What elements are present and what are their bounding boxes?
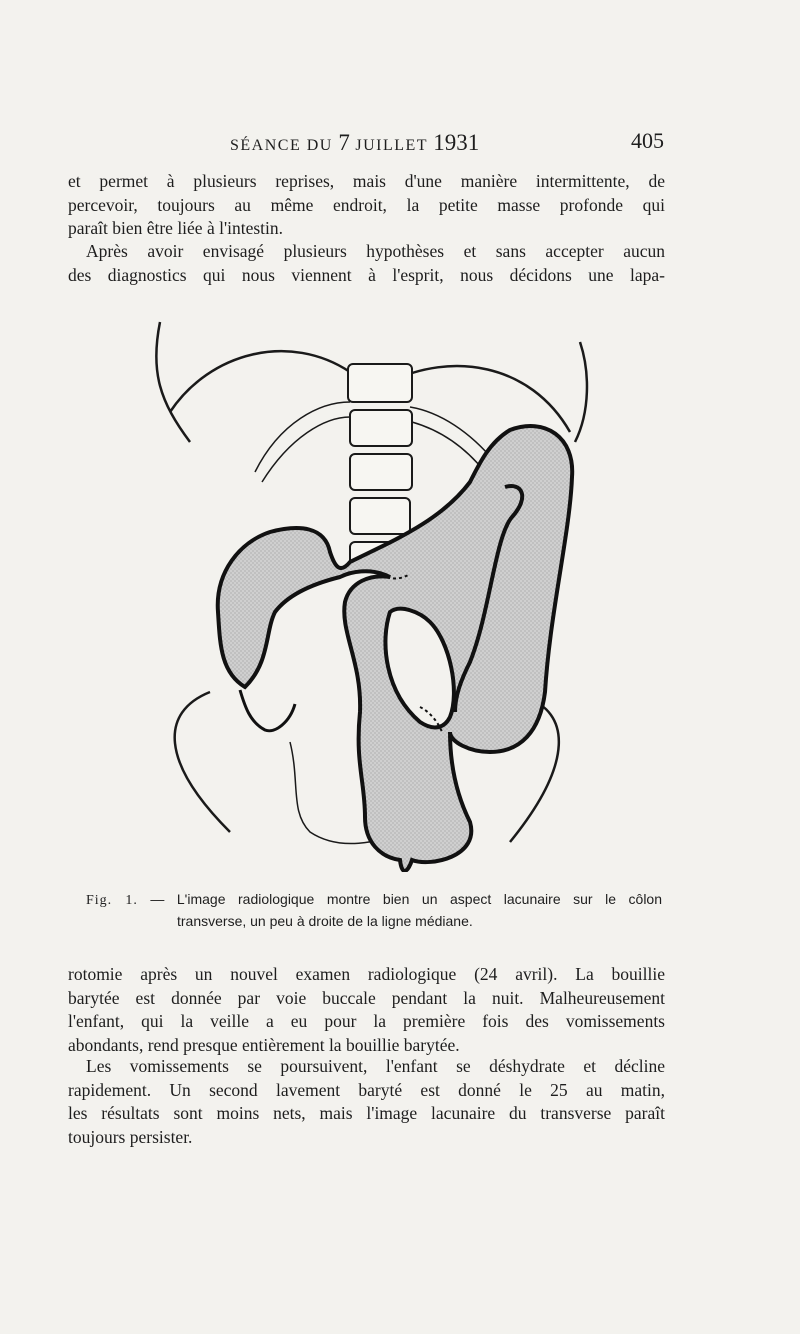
paragraph-1	[68, 170, 665, 241]
page-number: 405	[631, 128, 664, 153]
text-line: Après avoir envisagé plusieurs hypothèses et sans accepter aucun	[86, 241, 665, 261]
colon-xray-illustration	[150, 312, 590, 872]
text-line: abondants, rend presque entièrement la bouillie barytée.	[68, 1034, 460, 1055]
running-head	[70, 128, 664, 156]
caption-line-1	[86, 889, 662, 911]
caption-text-1: — L'image radiologique montre bien un aspect lacunaire sur le côlon	[150, 891, 662, 907]
paragraph-4	[68, 1055, 665, 1149]
text-line: des diagnostics qui nous viennent à l'esprit, nous décidons une lapa-	[68, 264, 665, 285]
text-line: et permet à plusieurs reprises, mais d'une manière intermittente, de	[68, 171, 665, 191]
figure-label: Fig. 1.	[86, 893, 138, 908]
text-line: toujours persister.	[68, 1126, 193, 1147]
paragraph-2	[68, 240, 665, 287]
text-line: l'enfant, qui la veille a eu pour la première fois des vomissements	[68, 1011, 665, 1031]
caption-line-2: transverse, un peu à droite de la ligne médiane.	[177, 913, 473, 929]
text-line: rapidement. Un second lavement baryté est donné le 25 au matin,	[68, 1079, 665, 1100]
running-title-year: 1931	[433, 130, 480, 155]
running-title-prefix: SÉANCE DU	[230, 137, 333, 154]
figure-radiograph-drawing	[150, 312, 590, 872]
text-line: percevoir, toujours au même endroit, la petite masse profonde qui	[68, 194, 665, 215]
text-line: rotomie après un nouvel examen radiologique (24 avril). La bouillie	[68, 964, 665, 984]
running-title-month: JUILLET	[355, 137, 428, 154]
running-title	[230, 130, 479, 156]
running-title-day: 7	[338, 130, 350, 155]
paragraph-3	[68, 963, 665, 1057]
text-line: paraît bien être liée à l'intestin.	[68, 218, 284, 238]
figure-caption	[86, 889, 662, 931]
text-line: Les vomissements se poursuivent, l'enfant se déshydrate et décline	[86, 1056, 665, 1076]
text-line: barytée est donnée par voie buccale pendant la nuit. Malheureusement	[68, 987, 665, 1008]
text-line: les résultats sont moins nets, mais l'image lacunaire du transverse paraît	[68, 1103, 665, 1123]
appendix	[240, 690, 295, 731]
